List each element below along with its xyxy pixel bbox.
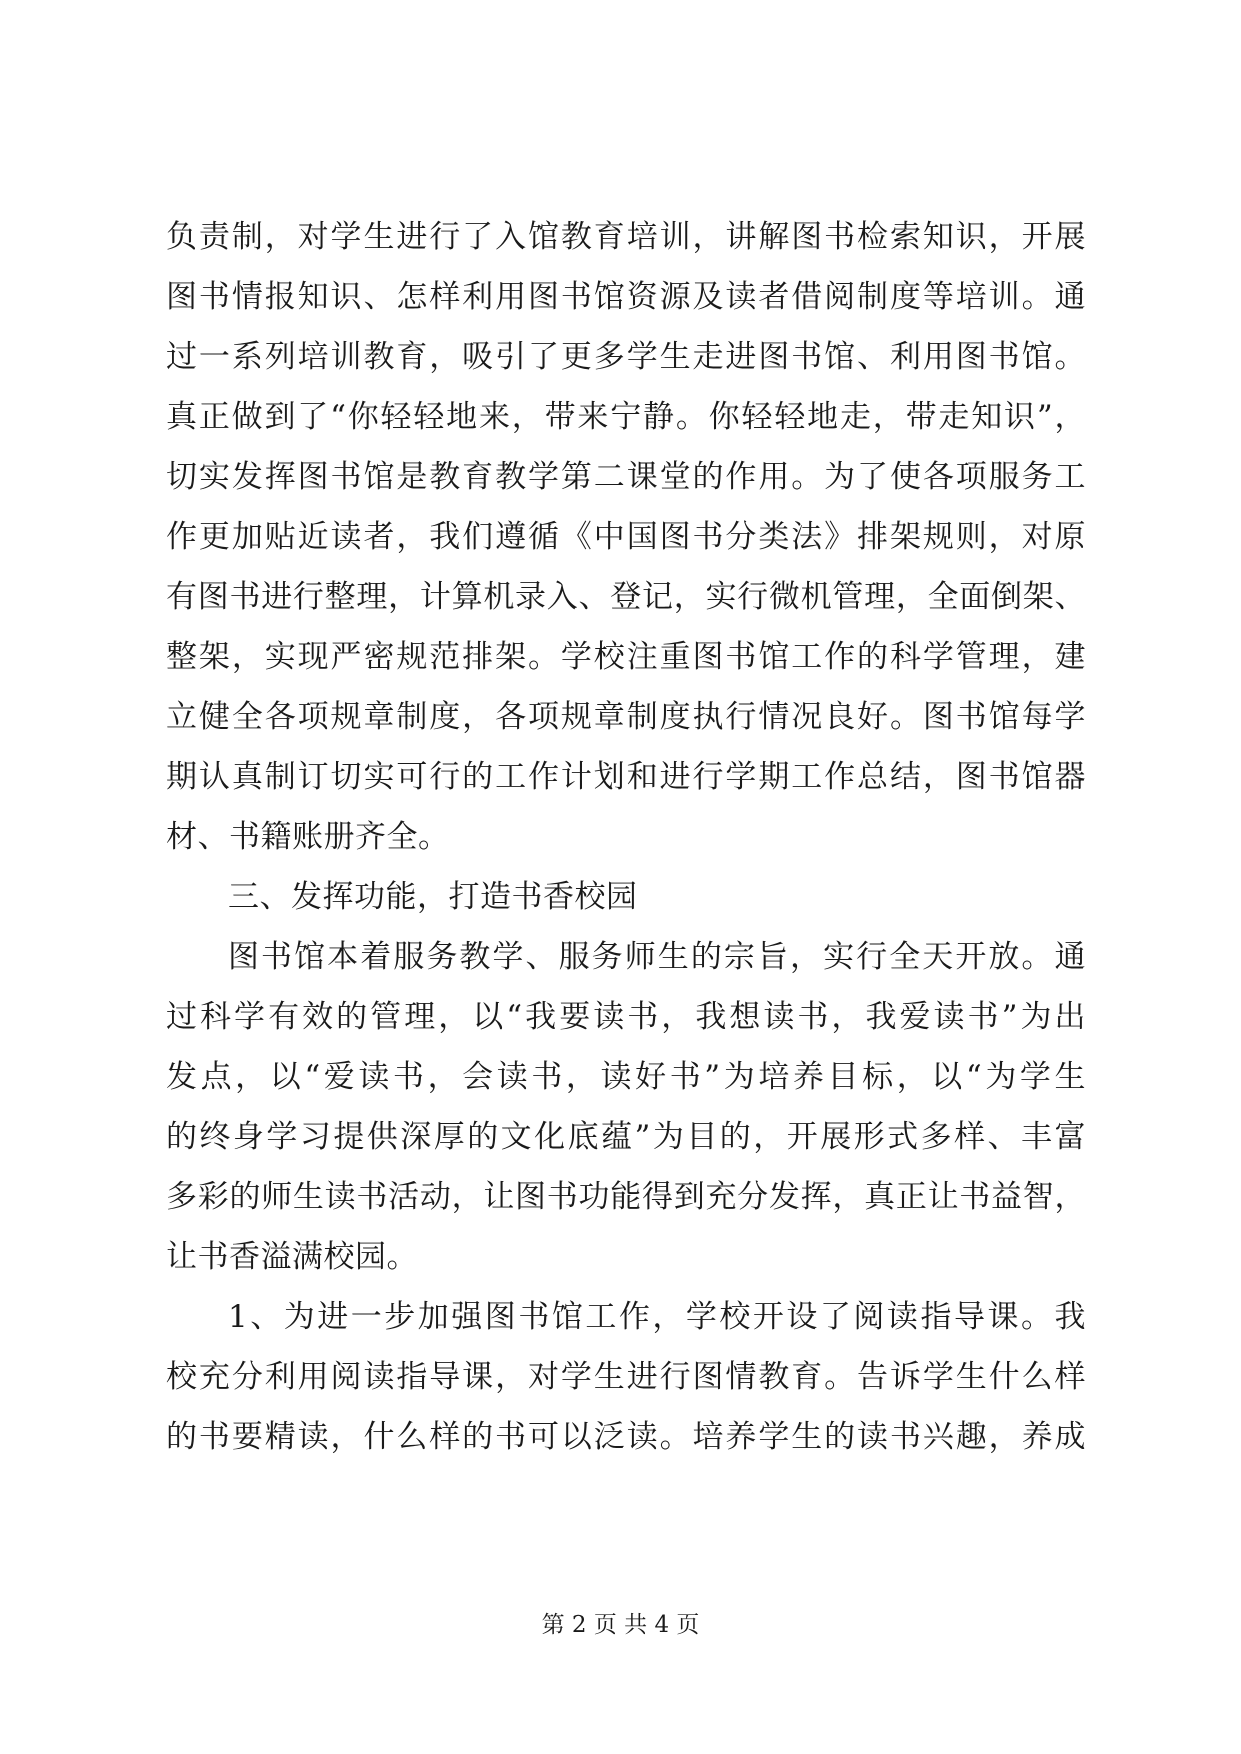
text-line: 的书要精读，什么样的书可以泛读。培养学生的读书兴趣，养成 (166, 1419, 1086, 1455)
text-line: 材、书籍账册齐全。 (166, 819, 450, 855)
text-line: 整架，实现严密规范排架。学校注重图书馆工作的科学管理，建 (166, 639, 1086, 675)
text-line: 让书香溢满校园。 (166, 1239, 418, 1275)
text-line: 三、发挥功能，打造书香校园 (228, 879, 638, 915)
page-footer: 第 2 页 共 4 页 (541, 1612, 700, 1638)
document-body (166, 207, 1086, 1467)
text-line: 过一系列培训教育，吸引了更多学生走进图书馆、利用图书馆。 (166, 339, 1086, 375)
text-line: 发点，以“爱读书，会读书，读好书”为培养目标，以“为学生 (166, 1059, 1086, 1095)
text-line: 有图书进行整理，计算机录入、登记，实行微机管理，全面倒架、 (166, 579, 1086, 615)
text-line: 图书馆本着服务教学、服务师生的宗旨，实行全天开放。通 (228, 939, 1086, 975)
text-line: 立健全各项规章制度，各项规章制度执行情况良好。图书馆每学 (166, 699, 1086, 735)
text-line: 期认真制订切实可行的工作计划和进行学期工作总结，图书馆器 (166, 759, 1086, 795)
text-line: 切实发挥图书馆是教育教学第二课堂的作用。为了使各项服务工 (166, 459, 1086, 495)
text-line: 1、为进一步加强图书馆工作，学校开设了阅读指导课。我 (228, 1299, 1086, 1335)
text-line: 负责制，对学生进行了入馆教育培训，讲解图书检索知识，开展 (166, 219, 1086, 255)
text-line: 过科学有效的管理，以“我要读书，我想读书，我爱读书”为出 (166, 999, 1086, 1035)
text-line: 作更加贴近读者，我们遵循《中国图书分类法》排架规则，对原 (166, 519, 1086, 555)
text-line: 校充分利用阅读指导课，对学生进行图情教育。告诉学生什么样 (166, 1359, 1086, 1395)
text-line: 真正做到了“你轻轻地来，带来宁静。你轻轻地走，带走知识”， (166, 399, 1086, 435)
text-line: 图书情报知识、怎样利用图书馆资源及读者借阅制度等培训。通 (166, 279, 1086, 315)
text-line: 多彩的师生读书活动，让图书功能得到充分发挥，真正让书益智， (166, 1179, 1086, 1215)
text-line: 的终身学习提供深厚的文化底蕴”为目的，开展形式多样、丰富 (166, 1119, 1086, 1155)
